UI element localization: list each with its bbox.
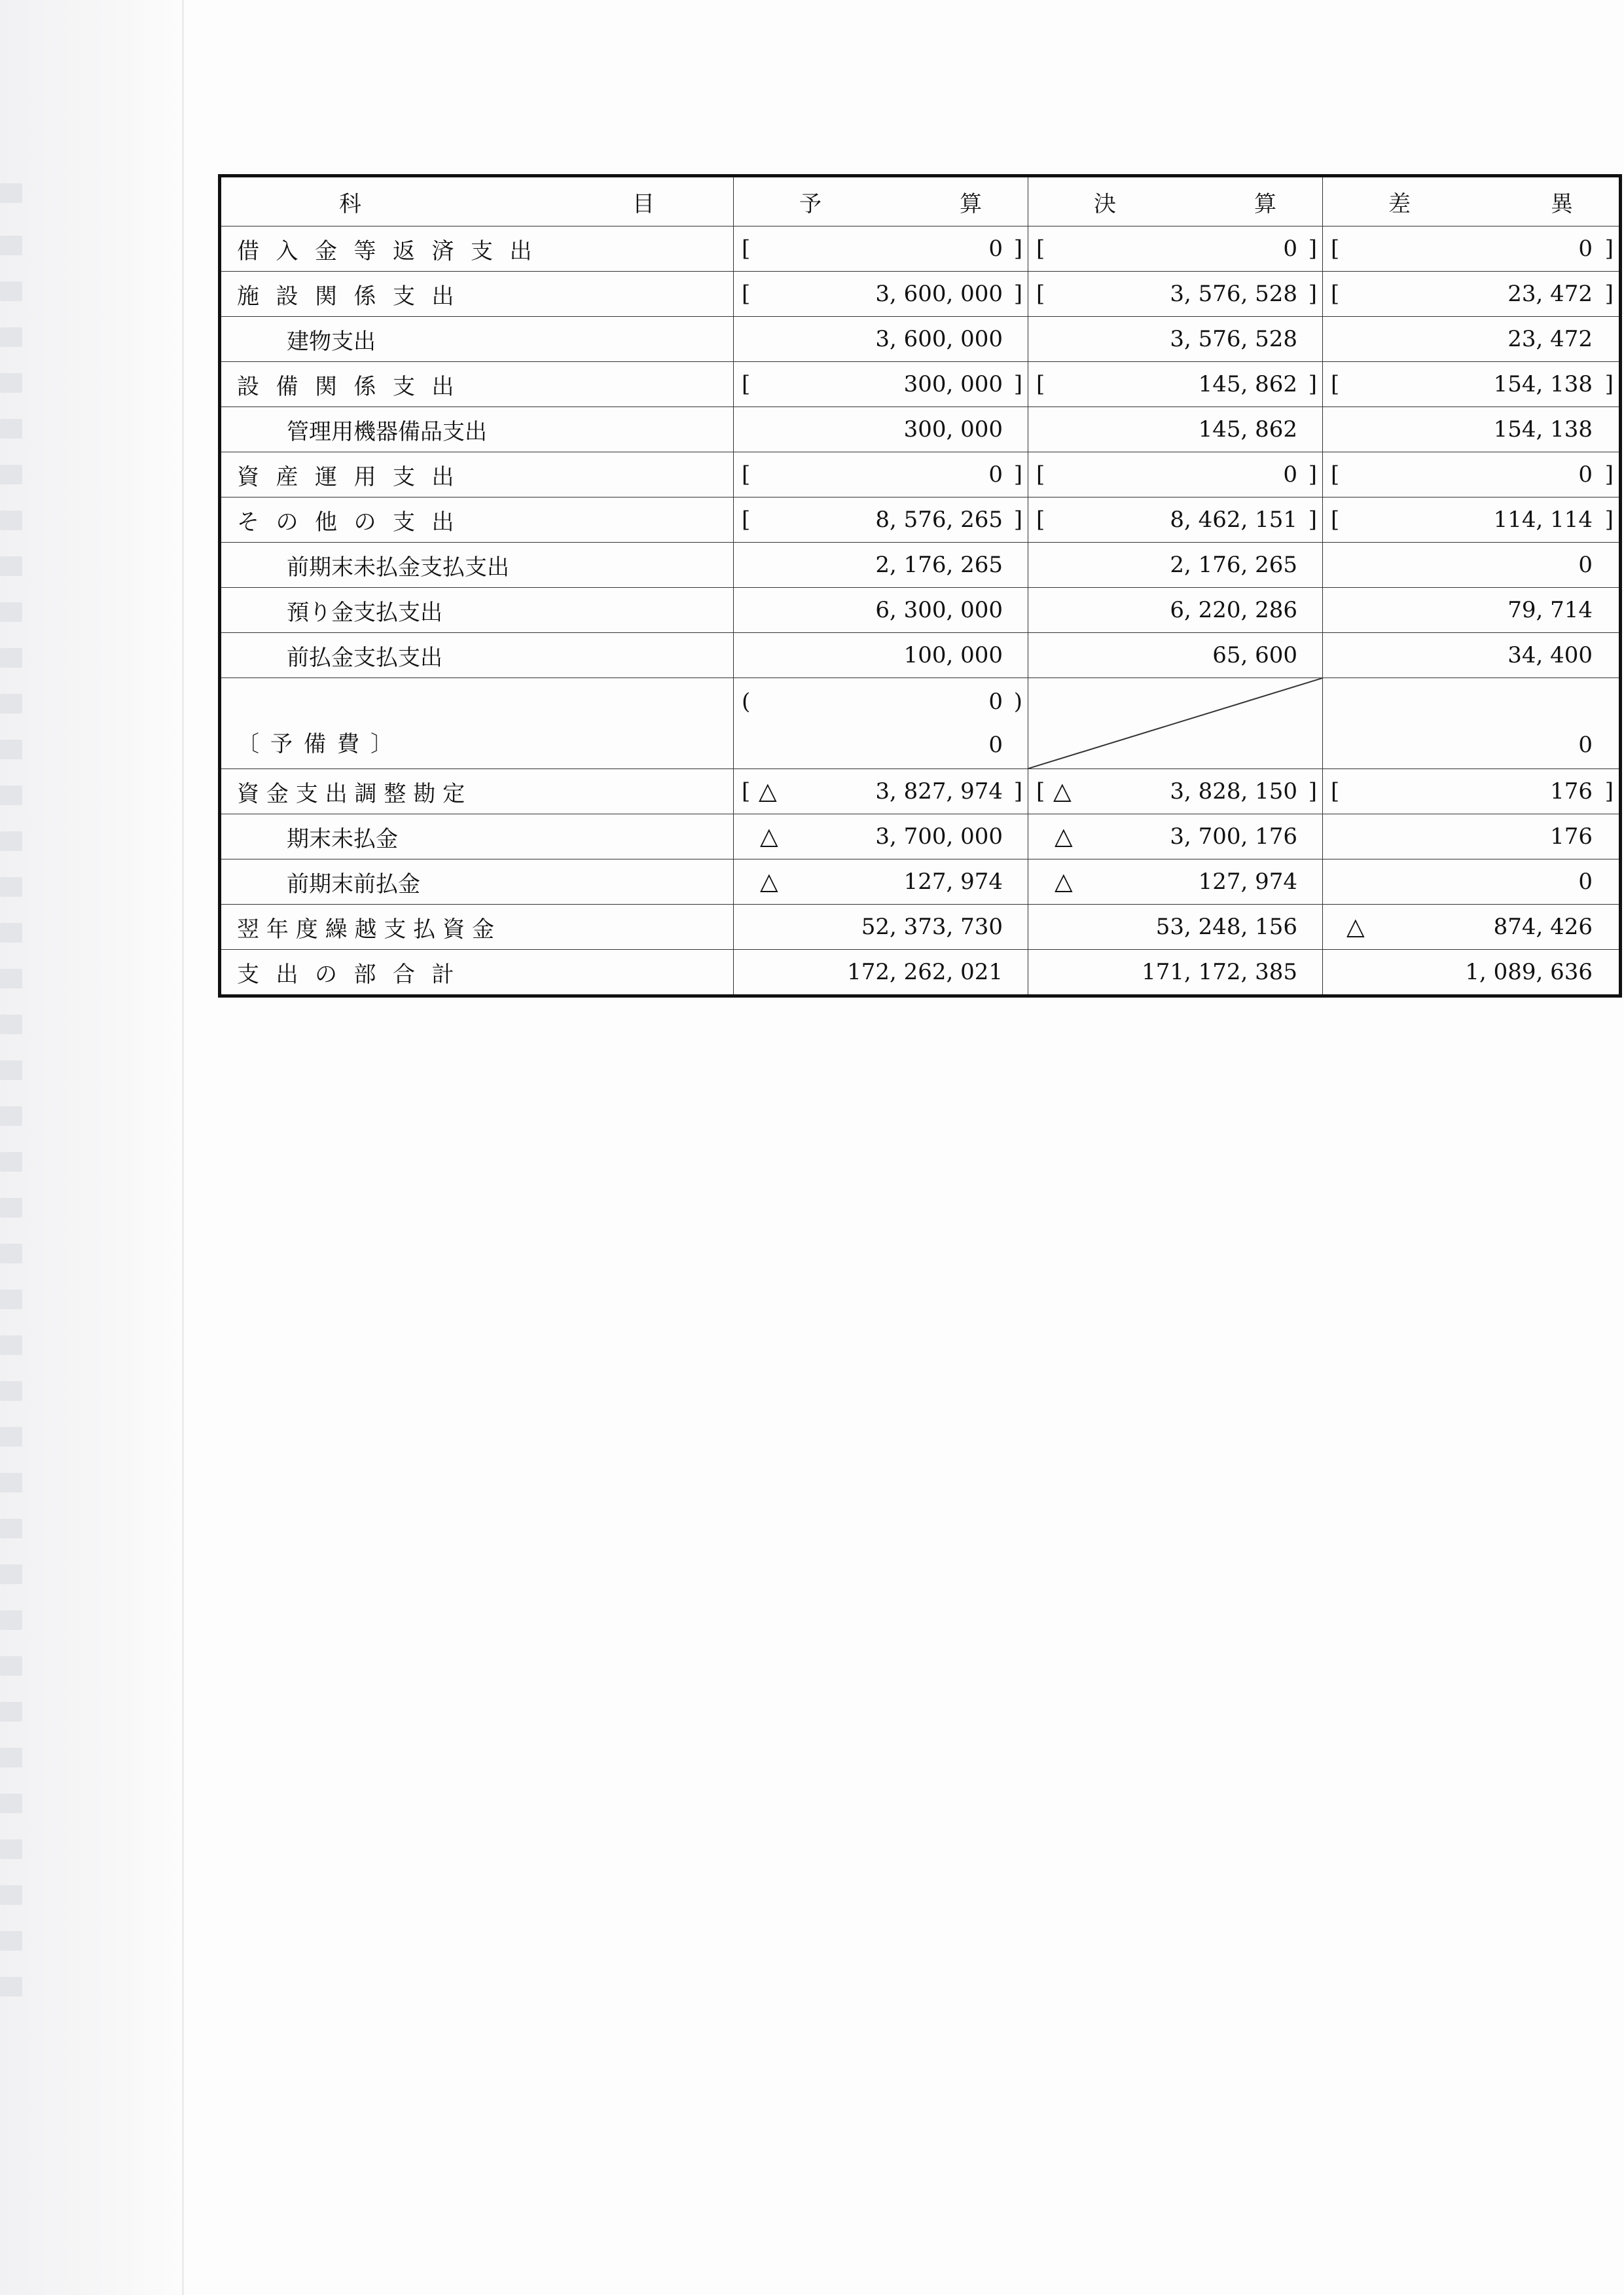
header-diff	[1323, 176, 1621, 226]
actual-value: 3, 576, 528	[1170, 281, 1297, 307]
bleed-mark	[0, 1015, 22, 1034]
header-row	[220, 176, 1621, 226]
bracket-open: [	[742, 281, 751, 307]
header-budget-char: 算	[960, 190, 982, 217]
bleed-mark	[0, 1885, 22, 1905]
budget-value: 127, 974	[903, 869, 1003, 895]
actual-value: 0	[1283, 236, 1297, 262]
table-row	[220, 272, 1621, 317]
bleed-mark	[0, 1152, 22, 1172]
bracket-open: [	[1331, 281, 1340, 307]
diff-value: 79, 714	[1507, 597, 1593, 623]
row-label: 建物支出	[287, 328, 376, 355]
diff-value: 874, 426	[1493, 914, 1593, 940]
paren-close: )	[1013, 689, 1022, 715]
bracket-close: ]	[1308, 507, 1317, 533]
bracket-open: [	[1331, 778, 1340, 804]
bracket-open: [	[1331, 236, 1340, 262]
bracket-close: ]	[1013, 778, 1022, 804]
row-label: 前期末前払金	[287, 871, 420, 897]
bracket-close: ]	[1604, 371, 1614, 397]
bracket-close: ]	[1013, 236, 1022, 262]
table-row	[220, 317, 1621, 362]
header-subject-char: 科	[339, 190, 361, 217]
actual-value: 3, 576, 528	[1170, 326, 1297, 352]
triangle-symbol: △	[1055, 868, 1073, 895]
row-label: 支出の部合計	[237, 961, 471, 988]
table-row	[220, 814, 1621, 859]
diff-value: 0	[1578, 236, 1593, 262]
bleed-mark	[0, 1381, 22, 1401]
bracket-open: [	[742, 371, 751, 397]
bleed-mark	[0, 877, 22, 897]
diff-value: 154, 138	[1493, 416, 1593, 443]
table-row	[220, 633, 1621, 678]
budget-value: 8, 576, 265	[875, 507, 1003, 533]
bleed-mark	[0, 694, 22, 714]
actual-value: 53, 248, 156	[1155, 914, 1297, 940]
bleed-mark	[0, 556, 22, 576]
bleed-mark	[0, 1427, 22, 1447]
actual-value: 171, 172, 385	[1142, 959, 1297, 985]
row-label: その他の支出	[237, 509, 471, 535]
bracket-close: ]	[1013, 281, 1022, 307]
bracket-open: [	[1331, 371, 1340, 397]
budget-value: 3, 700, 000	[875, 823, 1003, 850]
bleed-mark	[0, 1702, 22, 1722]
bleed-mark	[0, 1244, 22, 1263]
row-label: 前期末未払金支払支出	[287, 554, 509, 581]
bleed-mark	[0, 1656, 22, 1676]
bleed-mark	[0, 511, 22, 530]
diff-value: 114, 114	[1493, 507, 1593, 533]
bracket-close: ]	[1308, 236, 1317, 262]
bleed-mark	[0, 1473, 22, 1492]
triangle-symbol: △	[1053, 778, 1072, 805]
actual-value: 65, 600	[1212, 642, 1297, 668]
diff-value: 0	[1578, 732, 1593, 758]
actual-value: 127, 974	[1198, 869, 1297, 895]
bleed-mark	[0, 1839, 22, 1859]
bleed-mark	[0, 1748, 22, 1767]
bleed-mark	[0, 923, 22, 943]
bleed-mark	[0, 281, 22, 301]
diff-value: 23, 472	[1507, 326, 1593, 352]
budget-value: 2, 176, 265	[875, 552, 1003, 578]
row-label: 設備関係支出	[237, 373, 471, 400]
header-actual	[1028, 176, 1323, 226]
header-subject-char: 目	[632, 190, 655, 217]
header-subject	[220, 176, 734, 226]
header-budget	[734, 176, 1028, 226]
bracket-close: ]	[1604, 461, 1614, 488]
budget-value: 0	[988, 236, 1003, 262]
bracket-close: ]	[1013, 371, 1022, 397]
bracket-close: ]	[1308, 461, 1317, 488]
page-fold	[182, 0, 184, 2295]
header-budget-char: 予	[799, 190, 821, 217]
diff-value: 176	[1550, 778, 1593, 804]
row-label: 前払金支払支出	[287, 644, 442, 671]
bleed-mark	[0, 648, 22, 668]
table-row	[220, 362, 1621, 407]
bleed-mark	[0, 1977, 22, 1997]
bracket-close: ]	[1308, 281, 1317, 307]
bleed-mark	[0, 1519, 22, 1538]
bracket-open: [	[742, 461, 751, 488]
bleed-mark	[0, 236, 22, 255]
table-row	[220, 769, 1621, 814]
bleed-mark	[0, 465, 22, 484]
triangle-symbol: △	[760, 823, 778, 850]
diff-value: 1, 089, 636	[1465, 959, 1593, 985]
bracket-close: ]	[1604, 281, 1614, 307]
bleed-mark	[0, 1335, 22, 1355]
actual-value: 145, 862	[1198, 371, 1297, 397]
triangle-symbol: △	[1055, 823, 1073, 850]
bleed-mark	[0, 969, 22, 988]
table-row	[220, 543, 1621, 588]
row-label: 期末未払金	[287, 825, 398, 852]
bleed-mark	[0, 1198, 22, 1218]
budget-value: 3, 827, 974	[875, 778, 1003, 804]
bracket-open: [	[1036, 461, 1045, 488]
actual-value: 2, 176, 265	[1170, 552, 1297, 578]
actual-value: 0	[1283, 461, 1297, 488]
bracket-open: [	[1036, 371, 1045, 397]
table-row	[220, 452, 1621, 497]
row-label: 資金支出調整勘定	[237, 780, 473, 807]
budget-value: 172, 262, 021	[847, 959, 1003, 985]
table-row	[220, 407, 1621, 452]
row-label: 資産運用支出	[237, 463, 471, 490]
bracket-open: [	[742, 778, 751, 804]
actual-value: 3, 700, 176	[1170, 823, 1297, 850]
bleed-mark	[0, 1610, 22, 1630]
bleed-mark	[0, 327, 22, 347]
budget-value: 300, 000	[903, 371, 1003, 397]
bleed-mark	[0, 602, 22, 622]
bleed-mark	[0, 786, 22, 805]
table-row	[220, 859, 1621, 905]
row-label: 施設関係支出	[237, 283, 471, 310]
bracket-open: [	[1331, 507, 1340, 533]
actual-value: 6, 220, 286	[1170, 597, 1297, 623]
diff-value: 154, 138	[1493, 371, 1593, 397]
bracket-open: [	[1331, 461, 1340, 488]
bracket-open: [	[1036, 778, 1045, 804]
bleed-mark	[0, 1060, 22, 1080]
triangle-symbol: △	[1346, 913, 1365, 941]
bleed-mark	[0, 1794, 22, 1813]
table-row-total	[220, 950, 1621, 996]
table-row-reserve	[220, 678, 1621, 769]
bleed-mark	[0, 373, 22, 393]
budget-value: 3, 600, 000	[875, 326, 1003, 352]
row-label: 翌年度繰越支払資金	[237, 916, 501, 943]
header-actual-char: 決	[1094, 190, 1116, 217]
bracket-open: [	[1036, 236, 1045, 262]
bracket-open: [	[742, 507, 751, 533]
budget-value: 52, 373, 730	[861, 914, 1003, 940]
diff-value: 176	[1550, 823, 1593, 850]
header-diff-char: 差	[1388, 190, 1411, 217]
table-row	[220, 226, 1621, 272]
budget-value: 6, 300, 000	[875, 597, 1003, 623]
bleed-mark	[0, 1931, 22, 1951]
bleed-mark	[0, 1290, 22, 1309]
table-row	[220, 905, 1621, 950]
bleed-mark	[0, 831, 22, 851]
budget-value: 3, 600, 000	[875, 281, 1003, 307]
bracket-open: [	[742, 236, 751, 262]
actual-value: 3, 828, 150	[1170, 778, 1297, 804]
budget-value: 0	[988, 461, 1003, 488]
expenditure-table	[218, 174, 1622, 998]
bracket-open: [	[1036, 507, 1045, 533]
triangle-symbol: △	[760, 868, 778, 895]
row-label: 借入金等返済支出	[237, 238, 549, 264]
paren-open: (	[742, 689, 751, 715]
actual-value: 8, 462, 151	[1170, 507, 1297, 533]
bracket-close: ]	[1308, 778, 1317, 804]
row-label: 預り金支払支出	[287, 599, 442, 626]
bleed-mark	[0, 419, 22, 439]
row-label: 〔予備費〕	[237, 731, 404, 757]
header-diff-char: 異	[1551, 190, 1573, 217]
bracket-close: ]	[1604, 236, 1614, 262]
budget-value: 300, 000	[903, 416, 1003, 443]
budget-value: 0	[988, 732, 1003, 758]
bracket-open: [	[1036, 281, 1045, 307]
table-row	[220, 497, 1621, 543]
bracket-close: ]	[1604, 778, 1614, 804]
diff-value: 0	[1578, 461, 1593, 488]
budget-value: 100, 000	[903, 642, 1003, 668]
table-row	[220, 588, 1621, 633]
diagonal-strike	[1028, 678, 1322, 768]
bleed-mark	[0, 1106, 22, 1126]
header-actual-char: 算	[1254, 190, 1276, 217]
bleed-mark	[0, 740, 22, 759]
triangle-symbol: △	[759, 778, 777, 805]
actual-value: 145, 862	[1198, 416, 1297, 443]
bracket-close: ]	[1013, 507, 1022, 533]
binding-shadow	[0, 0, 183, 2295]
bracket-close: ]	[1604, 507, 1614, 533]
diff-value: 34, 400	[1507, 642, 1593, 668]
bleed-mark	[0, 183, 22, 203]
bracket-close: ]	[1308, 371, 1317, 397]
diff-value: 0	[1578, 552, 1593, 578]
diff-value: 23, 472	[1507, 281, 1593, 307]
bracket-close: ]	[1013, 461, 1022, 488]
diff-value: 0	[1578, 869, 1593, 895]
row-label: 管理用機器備品支出	[287, 418, 487, 445]
budget-reserve-value: 0	[988, 689, 1003, 715]
bleed-mark	[0, 1564, 22, 1584]
